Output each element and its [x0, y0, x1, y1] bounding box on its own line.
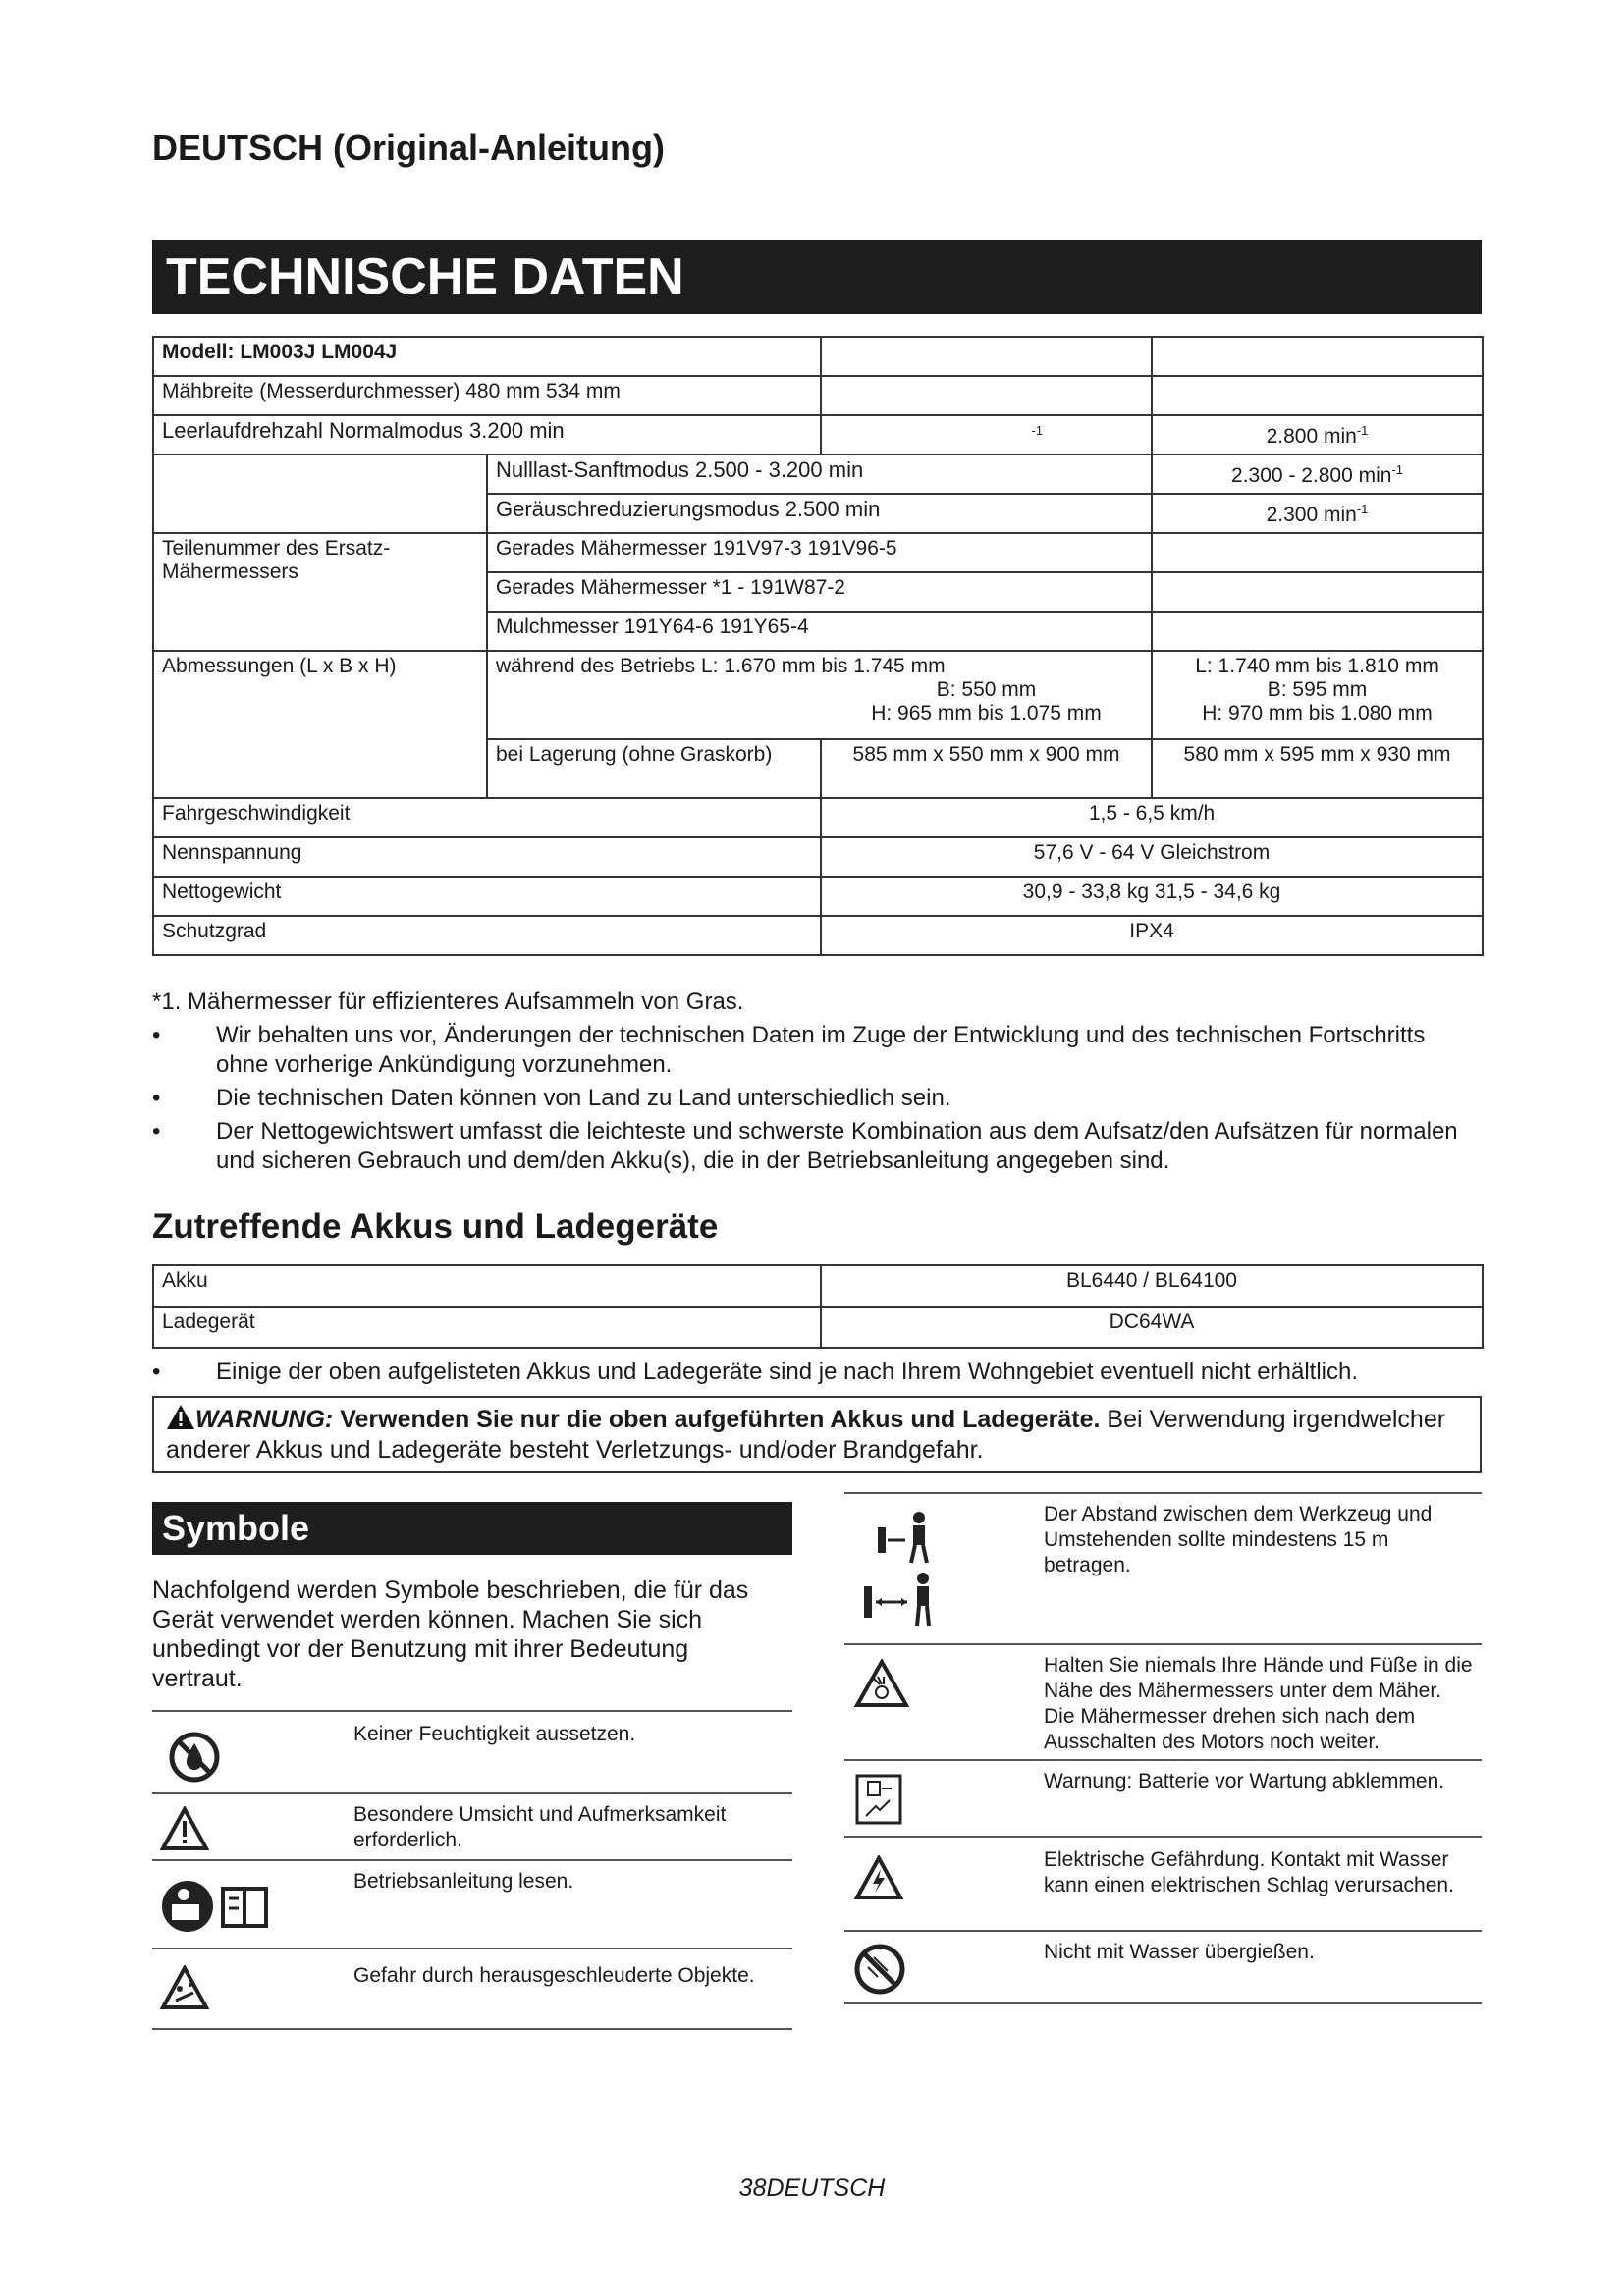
batteries-title: Zutreffende Akkus und Ladegeräte [152, 1207, 719, 1246]
symbol-row [844, 1759, 1482, 1836]
symbol-row [844, 1930, 1482, 2004]
symbol-text: Besondere Umsicht und Aufmerksamkeit erforderlich. [353, 1803, 727, 1851]
battery-note [152, 1358, 1482, 1387]
charger-label: Ladegerät [153, 1307, 821, 1348]
electric-hazard-icon [854, 1855, 903, 1900]
symbols-intro: Nachfolgend werden Symbole beschrieben, die für das Gerät verwendet werden können. Machen Sie sich unbedingt vor der Benutzung mit ihrer Bedeutung vertraut. [152, 1576, 749, 1692]
symbol-row [844, 1836, 1482, 1930]
symbol-row [152, 1710, 792, 1792]
symbol-text: Betriebsanleitung lesen. [353, 1870, 574, 1893]
spec-soft-label: Nulllast-Sanftmodus 2.500 - 3.200 min [487, 454, 1152, 494]
symbol-row [844, 1643, 1482, 1759]
bullet: • [152, 1118, 161, 1145]
spec-noload-sup: -1 [1031, 423, 1044, 438]
spec-voltage-label: Nennspannung [153, 837, 821, 877]
note-2: Die technischen Daten können von Land zu Land unterschiedlich sein. [216, 1085, 951, 1111]
spec-dim-op-b-l: L: 1.740 mm bis 1.810 mm [1195, 655, 1439, 677]
note-1: Wir behalten uns vor, Änderungen der technischen Daten im Zuge der Entwicklung und des technischen Fortschritts ohne vorherige Ankündigung vorzunehmen. [216, 1022, 1426, 1078]
spec-blade-straight2: Gerades Mähermesser *1 - 191W87-2 [487, 572, 1152, 612]
battery-value: BL6440 / BL64100 [821, 1265, 1483, 1307]
spec-dim-op-a-h: H: 965 mm bis 1.075 mm [871, 702, 1102, 724]
charger-value: DC64WA [821, 1307, 1483, 1348]
note-3: Der Nettogewichtswert umfasst die leichteste und schwerste Kombination aus dem Aufsatz/den Aufsätzen für normalen und sicheren Gebrauch und dem/den Akku(s), die in der Betriebsanleitung angegeben sind. [216, 1118, 1458, 1174]
symbol-text: Der Abstand zwischen dem Werkzeug und Umstehenden sollte mindestens 15 m betragen. [1044, 1503, 1433, 1576]
symbol-text: Keiner Feuchtigkeit aussetzen. [353, 1723, 636, 1745]
spec-model-label: Modell: LM003J LM004J [153, 337, 821, 376]
spec-soft-b: 2.300 - 2.800 min [1231, 464, 1392, 487]
warning-label: WARNUNG: [195, 1406, 334, 1433]
spec-cutting-width: Mähbreite (Messerdurchmesser) 480 mm 534 mm [153, 376, 821, 415]
spec-dim-op-a-w: B: 550 mm [936, 678, 1037, 701]
spec-blade-mulch: Mulchmesser 191Y64-6 191Y65-4 [487, 612, 1152, 651]
symbol-text: Halten Sie niemals Ihre Hände und Füße in die Nähe des Mähermessers unter dem Mäher. Die Mähermesser drehen sich nach dem Ausschalten des Motors noch weiter. [1044, 1654, 1473, 1753]
read-manual-icon [160, 1877, 270, 1936]
disconnect-battery-icon [854, 1773, 903, 1826]
spec-dim-store-label: bei Lagerung (ohne Graskorb) [487, 739, 821, 798]
symbol-text: Nicht mit Wasser übergießen. [1044, 1941, 1315, 1963]
page-footer: 38DEUTSCH [738, 2174, 886, 2202]
spec-notes [152, 988, 1482, 1176]
spec-dim-op-label: während des Betriebs L: 1.670 mm bis 1.745 mm [496, 655, 946, 677]
spec-protection-value: IPX4 [821, 916, 1483, 955]
spec-speed-label: Fahrgeschwindigkeit [153, 798, 821, 837]
spec-dimensions-label: Abmessungen (L x B x H) [153, 651, 487, 798]
spec-dim-store-b: 580 mm x 595 mm x 930 mm [1152, 739, 1483, 798]
thrown-objects-icon [160, 1965, 209, 2010]
symbol-row [152, 1948, 792, 2030]
bullet: • [152, 1085, 161, 1111]
spec-protection-label: Schutzgrad [153, 916, 821, 955]
symbols-title: Symbole [152, 1502, 792, 1555]
caution-icon [160, 1806, 209, 1851]
warning-text: Bei Verwendung irgendwelcher anderer Akkus und Ladegeräte besteht Verletzungs- und/oder Brandgefahr. [166, 1406, 1446, 1464]
battery-label: Akku [153, 1265, 821, 1307]
spec-table: Modell: LM003J LM004J Mähbreite (Messerdurchmesser) 480 mm 534 mm Leerlaufdrehzahl Normalmodus 3.200 min $^{-1}$ 2.800 $\min^{-1}$ Nulllast-Sanftmodus 2.500 - 3.200 min 2.300 - 2.800 $\min^{-1}$ Geräuschreduzierungsmodus 2.500 min 2.300 $\min^{-1}$ Teilenummer des Ersatz-Mähermessers Gerades Mähermesser 191V97-3 191V96-5 Gerades Mähermesser *1 - 191W87-2 Mulchmesser 191Y64-6 191Y65-4 Abmessungen (L x B x H) während des Betriebs L: 1.670 mm bis 1.745 mm B: 550 mm H: 965 mm bis 1.075 mm L: 1.740 mm bis 1.810 mm B: 595 mm H: 970 mm bis 1.080 mm bei Lagerung (ohne Graskorb) 585 mm x 550 mm x 900 mm 580 mm x 595 mm x 930 mm Fahrgeschwindigkeit 1,5 - 6,5 km/h Nennspannung 57,6 V - 64 V Gleichstrom Nettogewicht 30,9 - 33,8 kg 31,5 - 34,6 kg Schutzgrad IPX4 [152, 336, 1484, 956]
spec-dim-store-a: 585 mm x 550 mm x 900 mm [821, 739, 1152, 798]
battery-table [152, 1264, 1484, 1349]
warning-triangle-icon [166, 1404, 195, 1430]
no-moisture-icon [169, 1732, 220, 1783]
keep-distance-icon [854, 1508, 962, 1635]
warning-box [152, 1396, 1482, 1473]
symbol-text: Elektrische Gefährdung. Kontakt mit Wasser kann einen elektrischen Schlag verursachen. [1044, 1848, 1454, 1896]
symbol-text: Gefahr durch herausgeschleuderte Objekte. [353, 1964, 755, 1987]
spec-blade-part-label: Teilenummer des Ersatz-Mähermessers [153, 533, 487, 651]
footnote: *1. Mähermesser für effizienteres Aufsammeln von Gras. [152, 988, 744, 1015]
spec-quiet-b: 2.300 min [1266, 504, 1357, 526]
document-language-title: DEUTSCH (Original-Anleitung) [152, 128, 665, 168]
spec-voltage-value: 57,6 V - 64 V Gleichstrom [821, 837, 1483, 877]
spec-blade-straight: Gerades Mähermesser 191V97-3 191V96-5 [487, 533, 1152, 572]
symbol-row [844, 1492, 1482, 1643]
spec-noload-b: 2.800 min [1266, 425, 1357, 448]
spec-dim-op-b-h: H: 970 mm bis 1.080 mm [1202, 702, 1433, 724]
spec-noload-label: Leerlaufdrehzahl Normalmodus 3.200 min [153, 415, 821, 454]
symbol-row [152, 1859, 792, 1948]
symbol-text: Warnung: Batterie vor Wartung abklemmen. [1044, 1770, 1445, 1792]
bullet: • [152, 1359, 161, 1385]
no-water-spray-icon [854, 1944, 905, 1995]
bullet: • [152, 1022, 161, 1048]
spec-speed-value: 1,5 - 6,5 km/h [821, 798, 1483, 837]
section-title-technical-data: TECHNISCHE DATEN [152, 240, 1482, 314]
warning-bold: Verwenden Sie nur die oben aufgeführten Akkus und Ladegeräte. [340, 1406, 1101, 1433]
hands-feet-blade-warning-icon [854, 1659, 909, 1708]
spec-weight-label: Nettogewicht [153, 877, 821, 916]
battery-note-text: Einige der oben aufgelisteten Akkus und Ladegeräte sind je nach Ihrem Wohngebiet eventuell nicht erhältlich. [216, 1359, 1358, 1385]
symbol-row [152, 1792, 792, 1859]
spec-quiet-label: Geräuschreduzierungsmodus 2.500 min [487, 494, 1152, 533]
spec-weight-value: 30,9 - 33,8 kg 31,5 - 34,6 kg [821, 877, 1483, 916]
spec-dim-op-b-w: B: 595 mm [1267, 678, 1368, 701]
